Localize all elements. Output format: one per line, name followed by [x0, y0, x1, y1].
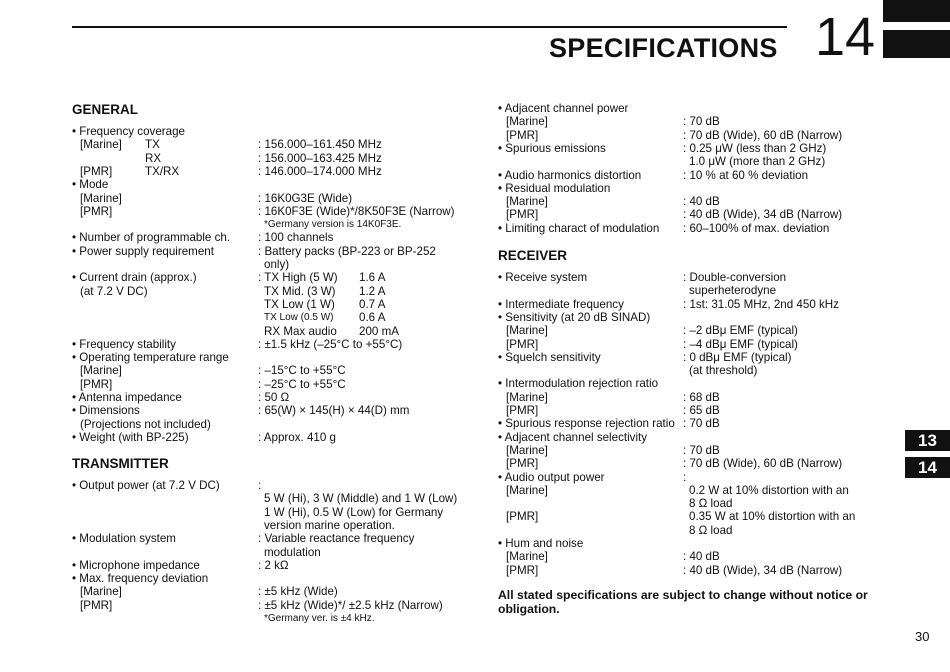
tab-13[interactable]: 13: [905, 430, 950, 451]
spec-label: • Current drain (approx.): [72, 271, 197, 285]
spec-value-extra: 1.2 A: [359, 284, 386, 298]
spec-value: : Approx. 410 g: [258, 430, 336, 444]
spec-value: 1 W (Hi), 0.5 W (Low) for Germany: [264, 505, 444, 519]
spec-value: : 40 dB: [683, 550, 720, 564]
spec-value: : Battery packs (BP-223 or BP-252: [258, 244, 436, 258]
spec-value: : 70 dB: [683, 417, 720, 431]
spec-value-extra: 200 mA: [359, 324, 399, 338]
spec-label: • Spurious emissions: [498, 141, 606, 155]
spec-label: • Operating temperature range: [72, 351, 229, 365]
spec-value: : 146.000–174.000 MHz: [258, 164, 382, 178]
spec-value: modulation: [264, 545, 321, 559]
spec-label: [PMR]: [80, 377, 113, 391]
spec-label: [PMR]: [80, 164, 113, 178]
spec-label: [PMR]: [506, 208, 539, 222]
spec-value-extra: 1.6 A: [359, 271, 386, 285]
spec-label: [Marine]: [80, 585, 122, 599]
spec-value: : ±5 kHz (Wide): [258, 585, 338, 599]
spec-value: : 16K0F3E (Wide)*/8K50F3E (Narrow): [258, 204, 455, 218]
spec-label: [PMR]: [506, 510, 539, 524]
spec-value: : 0 dBμ EMF (typical): [683, 350, 792, 364]
spec-label: (at 7.2 V DC): [80, 284, 148, 298]
spec-label: • Spurious response rejection ratio: [498, 417, 675, 431]
spec-label: • Output power (at 7.2 V DC): [72, 479, 220, 492]
spec-value: : ±1.5 kHz (–25°C to +55°C): [258, 337, 403, 351]
spec-label: [PMR]: [506, 404, 539, 417]
spec-label: [Marine]: [506, 483, 548, 497]
spec-value: 0.2 W at 10% distortion with an: [689, 483, 849, 497]
spec-value: : 65 dB: [683, 404, 720, 417]
spec-value: : 0.25 μW (less than 2 GHz): [683, 141, 827, 155]
page-title: SPECIFICATIONS: [549, 33, 778, 63]
spec-value: (at threshold): [689, 364, 758, 378]
spec-label: [Marine]: [506, 324, 548, 338]
spec-sublabel: RX: [145, 151, 162, 165]
spec-value: : –25°C to +55°C: [258, 377, 346, 391]
spec-label: • Receive system: [498, 271, 588, 284]
spec-value: : 60–100% of max. deviation: [683, 221, 830, 235]
spec-value: : 10 % at 60 % deviation: [683, 168, 809, 182]
receiver-heading: RECEIVER: [498, 248, 568, 263]
spec-value: 8 Ω load: [689, 497, 733, 511]
spec-value-extra: 0.6 A: [359, 311, 386, 325]
spec-value: : –15°C to +55°C: [258, 364, 346, 378]
spec-label: • Squelch sensitivity: [498, 350, 601, 364]
spec-label: (Projections not included): [80, 417, 211, 431]
spec-label: • Audio harmonics distortion: [498, 168, 642, 182]
spec-value: 8 Ω load: [689, 523, 733, 537]
spec-value: 0.35 W at 10% distortion with an: [689, 510, 856, 524]
spec-label: [PMR]: [506, 128, 539, 142]
spec-value: : 40 dB (Wide), 34 dB (Narrow): [683, 208, 843, 222]
spec-sublabel: TX: [145, 138, 160, 152]
page-number: 30: [915, 629, 930, 644]
spec-label: [Marine]: [506, 443, 548, 457]
spec-label: [PMR]: [80, 598, 113, 612]
spec-label: [Marine]: [506, 390, 548, 404]
tab-14[interactable]: 14: [905, 457, 950, 478]
spec-value: 5 W (Hi), 3 W (Middle) and 1 W (Low): [264, 492, 458, 506]
footnote: All stated specifications are subject to change without notice or obligation.: [498, 588, 868, 616]
spec-value: : Double-conversion: [683, 271, 787, 284]
spec-value: : 70 dB: [683, 115, 720, 129]
spec-value: :: [683, 470, 687, 484]
spec-value: : 70 dB (Wide), 60 dB (Narrow): [683, 128, 843, 142]
spec-label: • Weight (with BP-225): [72, 430, 189, 444]
spec-value: TX Low (1 W): [264, 297, 335, 311]
spec-value: : 65(W) × 145(H) × 44(D) mm: [258, 404, 410, 418]
spec-label: • Audio output power: [498, 470, 605, 484]
spec-label: [Marine]: [80, 138, 122, 152]
spec-label: • Microphone impedance: [72, 558, 200, 572]
spec-value: : 50 Ω: [258, 391, 290, 404]
spec-value: : 70 dB: [683, 443, 720, 457]
chapter-bar-bottom: [883, 30, 950, 58]
spec-label: [PMR]: [506, 563, 539, 577]
spec-label: [Marine]: [80, 191, 122, 205]
spec-label: • Frequency stability: [72, 337, 176, 351]
spec-value: : –2 dBμ EMF (typical): [683, 324, 798, 338]
header-rule: [72, 26, 787, 28]
spec-label: • Intermediate frequency: [498, 297, 624, 311]
spec-value: : 70 dB (Wide), 60 dB (Narrow): [683, 457, 843, 471]
spec-label: • Adjacent channel power: [498, 102, 629, 115]
spec-value: : 156.000–163.425 MHz: [258, 151, 382, 165]
spec-label: [PMR]: [506, 337, 539, 351]
spec-label: • Sensitivity (at 20 dB SINAD): [498, 310, 651, 324]
spec-label: [PMR]: [80, 204, 113, 218]
spec-value: : 68 dB: [683, 390, 720, 404]
spec-value: *Germany version is 14K0F3E.: [264, 219, 402, 231]
spec-value: : Variable reactance frequency: [258, 532, 415, 546]
spec-value: : 16K0G3E (Wide): [258, 191, 353, 205]
spec-value: TX Low (0.5 W): [264, 312, 334, 324]
spec-value: : TX High (5 W): [258, 271, 338, 285]
spec-value: RX Max audio: [264, 324, 337, 338]
spec-value: TX Mid. (3 W): [264, 284, 336, 298]
spec-label: • Limiting charact of modulation: [498, 221, 660, 235]
spec-value: :: [258, 479, 262, 492]
spec-value: : 2 kΩ: [258, 558, 289, 572]
spec-value: : 40 dB (Wide), 34 dB (Narrow): [683, 563, 843, 577]
spec-value: version marine operation.: [264, 518, 395, 532]
spec-label: • Intermodulation rejection ratio: [498, 377, 659, 391]
spec-value: : 40 dB: [683, 195, 720, 209]
general-heading: GENERAL: [72, 102, 139, 117]
spec-label: • Residual modulation: [498, 181, 611, 195]
spec-label: [Marine]: [80, 364, 122, 378]
spec-value: : 156.000–161.450 MHz: [258, 138, 382, 152]
spec-label: • Power supply requirement: [72, 244, 214, 258]
spec-value: : 1st: 31.05 MHz, 2nd 450 kHz: [683, 297, 839, 311]
spec-label: • Hum and noise: [498, 537, 584, 550]
spec-label: • Dimensions: [72, 404, 140, 418]
spec-label: • Max. frequency deviation: [72, 572, 209, 586]
spec-value: superheterodyne: [689, 284, 777, 298]
spec-label: • Adjacent channel selectivity: [498, 430, 648, 444]
spec-value-extra: 0.7 A: [359, 297, 386, 311]
spec-value: : 100 channels: [258, 231, 334, 245]
chapter-bar-top: [883, 0, 950, 22]
spec-label: • Antenna impedance: [72, 391, 182, 404]
spec-label: • Modulation system: [72, 532, 176, 546]
spec-label: • Frequency coverage: [72, 125, 185, 138]
spec-label: [Marine]: [506, 195, 548, 209]
spec-sublabel: TX/RX: [145, 164, 180, 178]
spec-label: • Number of programmable ch.: [72, 231, 231, 245]
transmitter-heading: TRANSMITTER: [72, 456, 169, 471]
spec-value: 1.0 μW (more than 2 GHz): [689, 155, 826, 169]
spec-label: • Mode: [72, 178, 109, 192]
spec-value: : ±5 kHz (Wide)*/ ±2.5 kHz (Narrow): [258, 598, 443, 612]
spec-label: [Marine]: [506, 115, 548, 129]
spec-label: [PMR]: [506, 457, 539, 471]
chapter-number: 14: [815, 7, 876, 67]
spec-label: [Marine]: [506, 550, 548, 564]
spec-value: : –4 dBμ EMF (typical): [683, 337, 798, 351]
spec-value: *Germany ver. is ±4 kHz.: [264, 613, 375, 624]
spec-value: only): [264, 258, 290, 271]
